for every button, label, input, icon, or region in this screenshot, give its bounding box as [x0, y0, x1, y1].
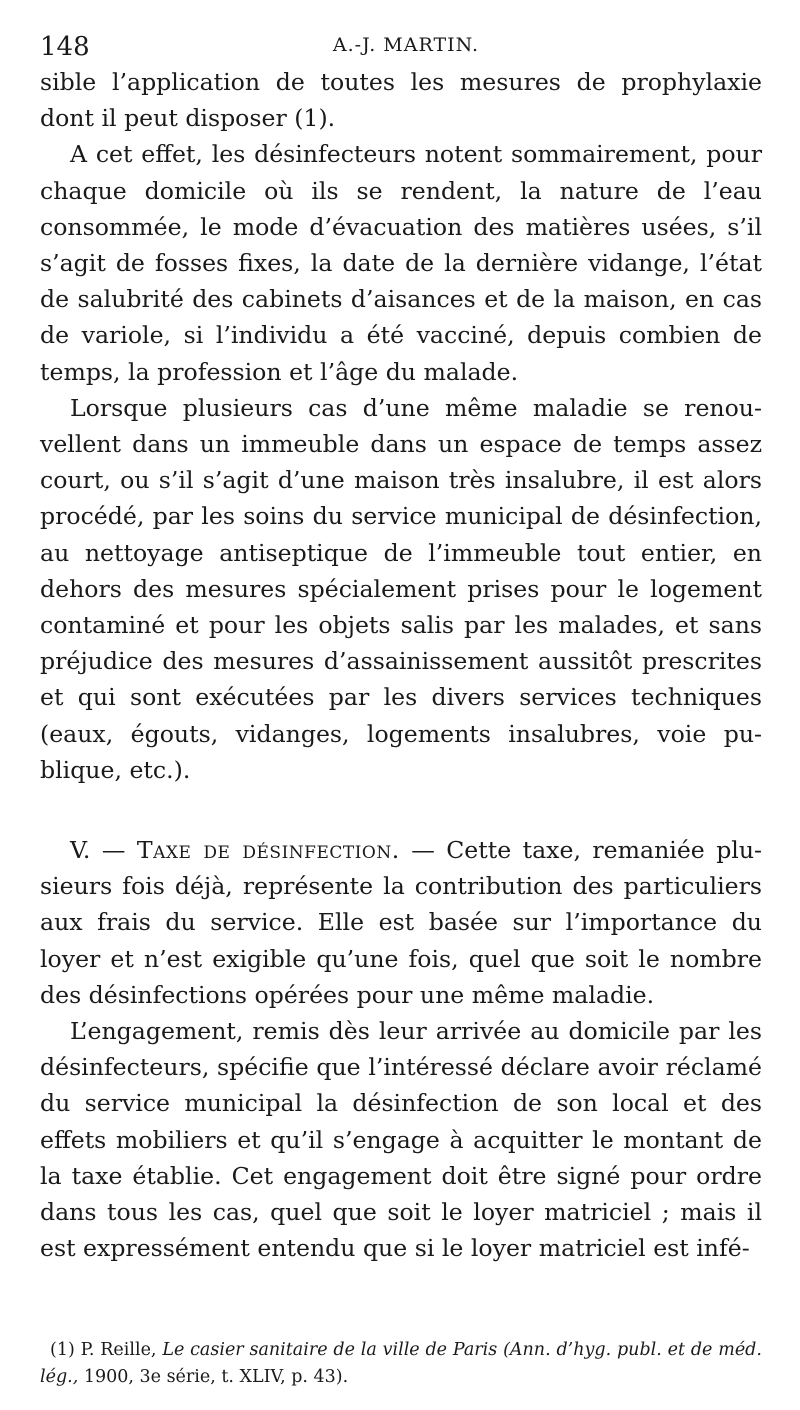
- section-number: V. —: [70, 836, 126, 865]
- body-text: [40, 64, 762, 1267]
- running-head: [40, 28, 762, 64]
- section-v-text: Cette taxe, remaniée plusieurs fois déjà, représente la contribution des particuliers aux frais du service. Elle est basée sur l’importance du loyer et n’est exigible qu’une fois, quel que soit le nombre des désinfections opérées pour une même maladie.: [40, 836, 763, 1009]
- paragraph-3: Lorsque plusieurs cas d’une même maladie se renouvellent dans un immeuble dans un espace de temps assez court, ou s’il s’agit d’une maison très insalubre, il est alors procédé, par les soins du service municipal de désinfection, au nettoyage antiseptique de l’immeuble tout entier, en dehors des mesures spécialement prises pour le logement contaminé et pour les objets salis par les malades, et sans préjudice des mesures d’assainissement aussitôt prescrites et qui sont exécutées par les divers services techniques (eaux, égouts, vidanges, logements insalubres, voie publique, etc.).: [40, 393, 762, 784]
- footnote-details: 1900, 3e série, t. XLIV, p. 43).: [83, 1366, 349, 1387]
- book-page: [40, 28, 762, 1391]
- page-number: 148: [40, 32, 90, 62]
- section-dash: —: [411, 836, 435, 865]
- footnote-author: P. Reille,: [80, 1339, 157, 1360]
- footnote-title: Le casier sanitaire de la ville de Paris: [162, 1339, 498, 1360]
- footnote-marker: (1): [50, 1339, 75, 1360]
- section-heading: Taxe de désinfection.: [136, 836, 400, 865]
- footnote: [40, 1337, 762, 1391]
- section-v-paragraph-2: L’engagement, remis dès leur arrivée au domicile par les désinfecteurs, spécifie que l’intéressé déclare avoir réclamé du service municipal la désinfection de son local et des effets mobiliers et qu’il s’engage à acquitter le montant de la taxe établie. Cet engagement doit être signé pour ordre dans tous les cas, quel que soit le loyer matriciel ; mais il est expressément entendu que si le loyer matriciel est infé-: [40, 1017, 762, 1263]
- running-title: A.-J. MARTIN.: [332, 34, 480, 56]
- section-gap: [40, 788, 762, 832]
- paragraph-2: A cet effet, les désinfecteurs notent sommairement, pour chaque domicile où ils se rendent, la nature de l’eau consommée, le mode d’évacuation des matières usées, s’il s’agit de fosses fixes, la date de la dernière vidange, l’état de salubrité des cabinets d’aisances et de la maison, en cas de variole, si l’individu a été vacciné, depuis combien de temps, la profession et l’âge du malade.: [40, 140, 762, 386]
- section-v-paragraph: [40, 832, 762, 1013]
- paragraph-1: sible l’application de toutes les mesures de prophylaxie dont il peut disposer (1).: [40, 68, 762, 133]
- footnote-journal: (Ann. d’hyg. publ. et de méd. lég.,: [40, 1339, 762, 1387]
